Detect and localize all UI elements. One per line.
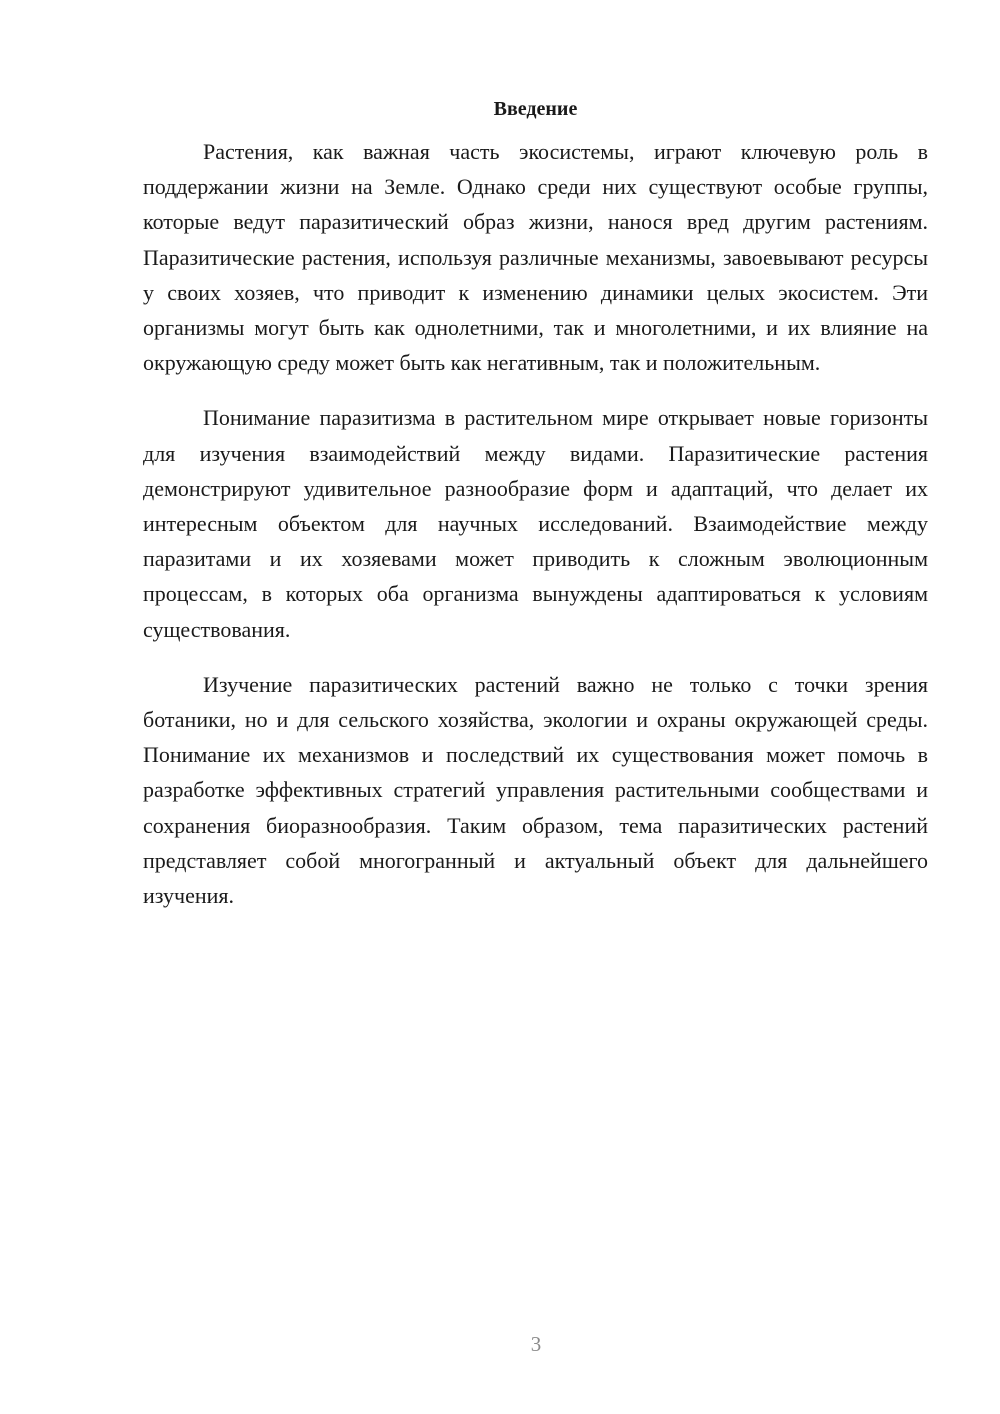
page-content <box>143 94 928 933</box>
page-number: 3 <box>530 1332 542 1356</box>
paragraph-1: Растения, как важная часть экосистемы, играют ключевую роль в поддержании жизни на Земле. Однако среди них существуют особые группы, которые ведут паразитический образ жизни, нанося вред другим растениям. Паразитические растения, используя различные механизмы, завоевывают ресурсы у своих хозяев, что приводит к изменению динамики целых экосистем. Эти организмы могут быть как однолетними, так и многолетними, и их влияние на окружающую среду может быть как негативным, так и положительным. <box>143 139 928 376</box>
paragraph-2: Понимание паразитизма в растительном мире открывает новые горизонты для изучения взаимодействий между видами. Паразитические растения демонстрируют удивительное разнообразие форм и адаптаций, что делает их интересным объектом для научных исследований. Взаимодействие между паразитами и их хозяевами может приводить к сложным эволюционным процессам, в которых оба организма вынуждены адаптироваться к условиям существования. <box>143 405 928 642</box>
paragraph-3: Изучение паразитических растений важно не только с точки зрения ботаники, но и для сельского хозяйства, экологии и охраны окружающей среды. Понимание их механизмов и последствий их существования может помочь в разработке эффективных стратегий управления растительными сообществами и сохранения биоразнообразия. Таким образом, тема паразитических растений представляет собой многогранный и актуальный объект для дальнейшего изучения. <box>143 671 928 909</box>
section-heading: Введение <box>493 98 578 120</box>
